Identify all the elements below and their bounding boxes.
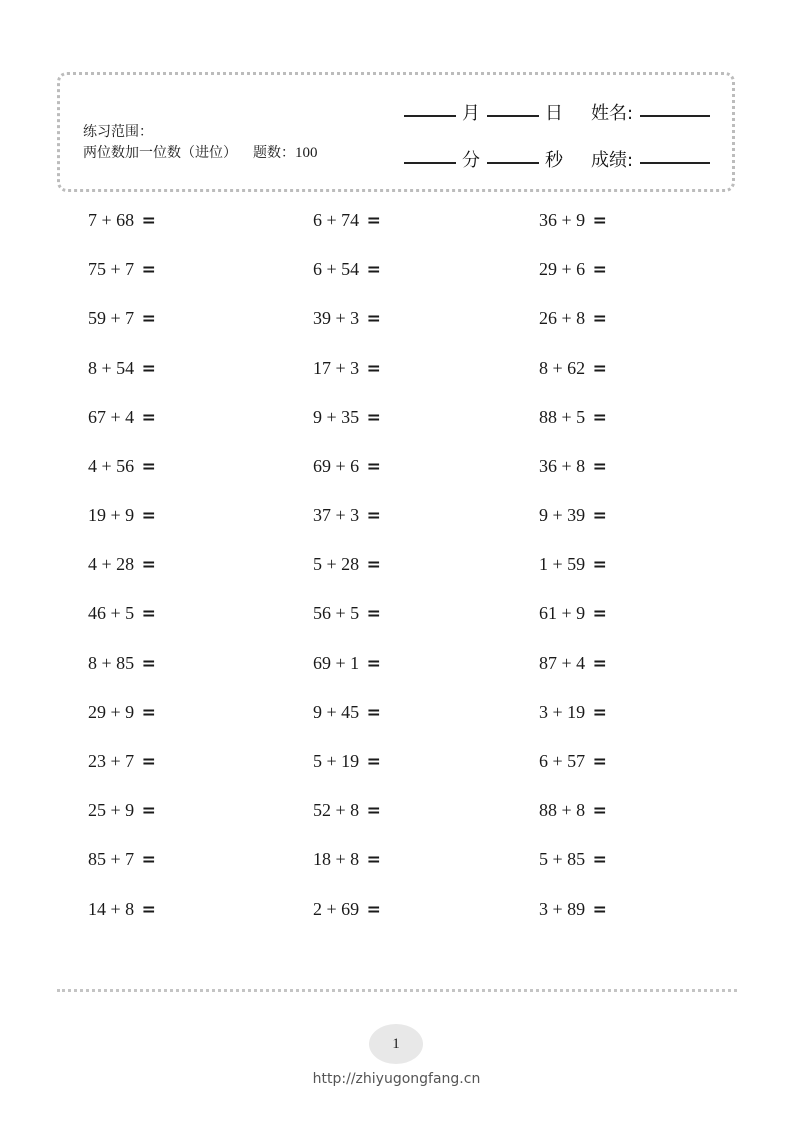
problem-expression: 26 + 8 [539,308,586,328]
equals-sign: = [592,801,607,821]
problem-expression: 8 + 85 [88,653,135,673]
equals-sign: = [141,408,156,428]
problem-item [539,751,607,772]
problem-expression: 85 + 7 [88,849,135,869]
problem-expression: 87 + 4 [539,653,586,673]
problem-expression: 56 + 5 [313,603,360,623]
second-blank[interactable] [487,162,539,164]
problem-item [539,702,607,723]
equals-sign: = [592,506,607,526]
equals-sign: = [592,260,607,280]
equals-sign: = [141,506,156,526]
day-blank[interactable] [487,115,539,117]
equals-sign: = [366,900,381,920]
problem-item [313,505,381,526]
equals-sign: = [592,457,607,477]
equals-sign: = [592,604,607,624]
problem-item [313,653,381,674]
problem-expression: 46 + 5 [88,603,135,623]
day-label: 日 [545,103,563,124]
problem-item [88,849,156,870]
question-count-value: 100 [295,145,318,161]
problem-expression: 6 + 54 [313,259,360,279]
month-blank[interactable] [404,115,456,117]
equals-sign: = [141,359,156,379]
problem-item [313,554,381,575]
problem-expression: 5 + 85 [539,849,586,869]
footer-url[interactable]: http://zhiyugongfang.cn [312,1071,481,1087]
problem-expression: 23 + 7 [88,751,135,771]
problem-item [539,899,607,920]
problem-expression: 61 + 9 [539,603,586,623]
problem-expression: 14 + 8 [88,899,135,919]
problem-item [88,702,156,723]
equals-sign: = [141,900,156,920]
problem-item [313,899,381,920]
equals-sign: = [141,850,156,870]
equals-sign: = [592,309,607,329]
equals-sign: = [141,703,156,723]
problem-item [88,800,156,821]
header-box [57,72,735,192]
problem-expression: 29 + 6 [539,259,586,279]
problem-item [313,800,381,821]
problem-expression: 88 + 8 [539,800,586,820]
problem-expression: 9 + 39 [539,505,586,525]
equals-sign: = [366,211,381,231]
problem-expression: 5 + 28 [313,554,360,574]
problem-expression: 59 + 7 [88,308,135,328]
equals-sign: = [366,260,381,280]
problem-item [88,653,156,674]
problem-item [539,456,607,477]
equals-sign: = [366,654,381,674]
problem-item [88,210,156,231]
practice-range-description [83,142,318,162]
problem-expression: 1 + 59 [539,554,586,574]
problem-item [313,702,381,723]
problem-item [88,899,156,920]
problem-expression: 17 + 3 [313,358,360,378]
footer-divider [57,989,737,992]
problem-item [539,407,607,428]
problem-expression: 39 + 3 [313,308,360,328]
equals-sign: = [141,260,156,280]
problem-item [313,849,381,870]
practice-range-title: 练习范围： [83,124,153,140]
page-number-badge: 1 [369,1024,423,1064]
problem-item [88,603,156,624]
problem-expression: 5 + 19 [313,751,360,771]
equals-sign: = [366,309,381,329]
problem-item [88,751,156,772]
equals-sign: = [141,604,156,624]
score-label: 成绩: [591,150,634,171]
problem-expression: 6 + 57 [539,751,586,771]
problem-expression: 37 + 3 [313,505,360,525]
problem-item [313,751,381,772]
problem-item [88,259,156,280]
problem-expression: 29 + 9 [88,702,135,722]
problem-expression: 36 + 8 [539,456,586,476]
problem-item [539,505,607,526]
problem-item [88,505,156,526]
problem-item [313,358,381,379]
problem-expression: 3 + 89 [539,899,586,919]
problem-item [539,603,607,624]
second-label: 秒 [545,150,563,171]
problem-item [313,308,381,329]
problem-item [88,456,156,477]
problem-item [539,358,607,379]
problem-item [539,800,607,821]
problem-expression: 6 + 74 [313,210,360,230]
equals-sign: = [141,801,156,821]
problem-item [539,849,607,870]
problem-expression: 9 + 35 [313,407,360,427]
equals-sign: = [592,654,607,674]
problem-item [539,308,607,329]
name-blank[interactable] [640,115,710,117]
problem-expression: 36 + 9 [539,210,586,230]
equals-sign: = [592,900,607,920]
equals-sign: = [141,211,156,231]
problem-item [539,653,607,674]
equals-sign: = [141,752,156,772]
problem-expression: 7 + 68 [88,210,135,230]
problem-item [539,210,607,231]
equals-sign: = [366,457,381,477]
problem-expression: 75 + 7 [88,259,135,279]
equals-sign: = [366,604,381,624]
problem-item [313,407,381,428]
problem-expression: 69 + 1 [313,653,360,673]
equals-sign: = [592,703,607,723]
problem-expression: 25 + 9 [88,800,135,820]
problem-item [88,358,156,379]
equals-sign: = [592,850,607,870]
problem-expression: 4 + 28 [88,554,135,574]
equals-sign: = [141,457,156,477]
problem-expression: 2 + 69 [313,899,360,919]
problem-item [313,210,381,231]
equals-sign: = [366,850,381,870]
problem-item [88,554,156,575]
problem-expression: 52 + 8 [313,800,360,820]
equals-sign: = [366,408,381,428]
equals-sign: = [366,703,381,723]
question-count-label: 题数： [253,145,295,161]
equals-sign: = [141,555,156,575]
problem-expression: 19 + 9 [88,505,135,525]
equals-sign: = [366,359,381,379]
equals-sign: = [592,359,607,379]
month-label: 月 [462,103,480,124]
problem-item [539,259,607,280]
problem-expression: 18 + 8 [313,849,360,869]
equals-sign: = [592,555,607,575]
problem-expression: 8 + 54 [88,358,135,378]
range-desc-text: 两位数加一位数（进位） [83,145,237,161]
equals-sign: = [592,211,607,231]
problem-expression: 88 + 5 [539,407,586,427]
problem-item [88,407,156,428]
minute-label: 分 [462,150,480,171]
problem-item [313,259,381,280]
equals-sign: = [366,801,381,821]
name-label: 姓名: [591,103,634,124]
score-blank[interactable] [640,162,710,164]
problem-expression: 67 + 4 [88,407,135,427]
problem-expression: 69 + 6 [313,456,360,476]
problem-expression: 9 + 45 [313,702,360,722]
problem-item [313,456,381,477]
equals-sign: = [592,752,607,772]
problem-expression: 4 + 56 [88,456,135,476]
problem-item [539,554,607,575]
equals-sign: = [592,408,607,428]
equals-sign: = [141,654,156,674]
equals-sign: = [141,309,156,329]
problem-expression: 3 + 19 [539,702,586,722]
problem-expression: 8 + 62 [539,358,586,378]
minute-blank[interactable] [404,162,456,164]
equals-sign: = [366,555,381,575]
equals-sign: = [366,752,381,772]
problem-item [88,308,156,329]
equals-sign: = [366,506,381,526]
problem-item [313,603,381,624]
